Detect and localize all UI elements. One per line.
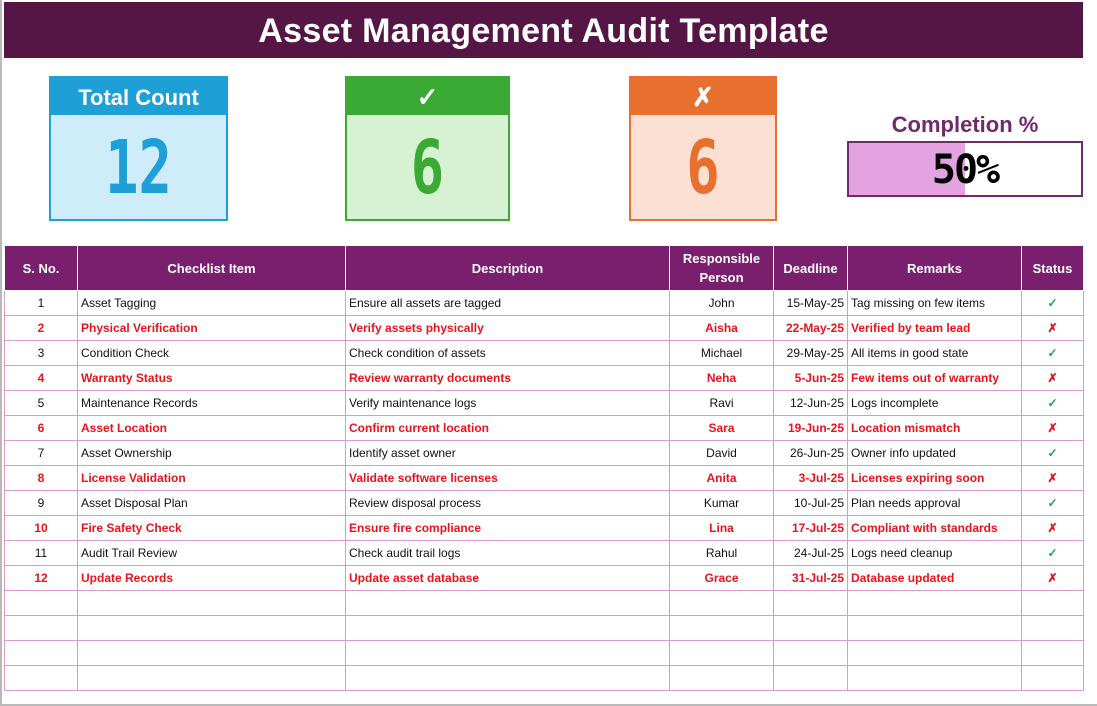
empty-table-row: [5, 666, 1084, 691]
table-row: [5, 566, 1084, 591]
status-cross-icon[interactable]: ✗: [1022, 316, 1084, 341]
cell-checklist-item[interactable]: Asset Disposal Plan: [78, 491, 346, 516]
completion-progress-bar: [847, 141, 1083, 197]
table-row: [5, 341, 1084, 366]
cell-responsible-person[interactable]: Sara: [670, 416, 774, 441]
table-body: [5, 291, 1084, 691]
cell-remarks[interactable]: Verified by team lead: [848, 316, 1022, 341]
empty-cell[interactable]: [670, 591, 774, 616]
cell-checklist-item[interactable]: Condition Check: [78, 341, 346, 366]
header-sno[interactable]: S. No.: [5, 246, 78, 291]
cell-responsible-person[interactable]: Ravi: [670, 391, 774, 416]
empty-cell[interactable]: [670, 666, 774, 691]
cell-sno[interactable]: 1: [5, 291, 78, 316]
cell-checklist-item[interactable]: License Validation: [78, 466, 346, 491]
empty-cell[interactable]: [78, 591, 346, 616]
cell-deadline[interactable]: 29-May-25: [774, 341, 848, 366]
cell-description[interactable]: Confirm current location: [346, 416, 670, 441]
table-row: [5, 491, 1084, 516]
cell-deadline[interactable]: 10-Jul-25: [774, 491, 848, 516]
empty-cell[interactable]: [774, 616, 848, 641]
header-responsible-person[interactable]: Responsible Person: [670, 246, 774, 291]
cell-checklist-item[interactable]: Update Records: [78, 566, 346, 591]
cell-remarks[interactable]: Tag missing on few items: [848, 291, 1022, 316]
page-title: Asset Management Audit Template: [4, 2, 1083, 58]
table-row: [5, 391, 1084, 416]
status-check-icon[interactable]: ✓: [1022, 491, 1084, 516]
completion-label: Completion %: [891, 112, 1039, 137]
cell-sno[interactable]: 5: [5, 391, 78, 416]
header-description[interactable]: Description: [346, 246, 670, 291]
empty-cell[interactable]: [848, 616, 1022, 641]
empty-cell[interactable]: [346, 641, 670, 666]
total-count-value: 12: [105, 125, 172, 211]
cell-remarks[interactable]: Licenses expiring soon: [848, 466, 1022, 491]
empty-cell[interactable]: [78, 666, 346, 691]
status-cross-icon[interactable]: ✗: [1022, 366, 1084, 391]
cell-deadline[interactable]: 5-Jun-25: [774, 366, 848, 391]
cell-deadline[interactable]: 3-Jul-25: [774, 466, 848, 491]
empty-cell[interactable]: [346, 616, 670, 641]
check-icon: ✓: [347, 78, 508, 115]
cell-sno[interactable]: 6: [5, 416, 78, 441]
cell-sno[interactable]: 12: [5, 566, 78, 591]
table-row: [5, 516, 1084, 541]
cell-checklist-item[interactable]: Physical Verification: [78, 316, 346, 341]
completion-percent-text: 50%: [931, 147, 999, 193]
cell-responsible-person[interactable]: Neha: [670, 366, 774, 391]
status-check-icon[interactable]: ✓: [1022, 291, 1084, 316]
empty-cell[interactable]: [774, 641, 848, 666]
completed-count-card: [345, 76, 510, 221]
cell-responsible-person[interactable]: Michael: [670, 341, 774, 366]
cell-remarks[interactable]: Few items out of warranty: [848, 366, 1022, 391]
cell-deadline[interactable]: 19-Jun-25: [774, 416, 848, 441]
table-row: [5, 416, 1084, 441]
cell-responsible-person[interactable]: Grace: [670, 566, 774, 591]
status-cross-icon[interactable]: ✗: [1022, 566, 1084, 591]
cell-description[interactable]: Verify assets physically: [346, 316, 670, 341]
audit-checklist-table: [4, 245, 1084, 691]
empty-cell[interactable]: [346, 666, 670, 691]
cell-responsible-person[interactable]: Lina: [670, 516, 774, 541]
cell-deadline[interactable]: 22-May-25: [774, 316, 848, 341]
cell-checklist-item[interactable]: Maintenance Records: [78, 391, 346, 416]
cell-deadline[interactable]: 31-Jul-25: [774, 566, 848, 591]
empty-table-row: [5, 641, 1084, 666]
cell-responsible-person[interactable]: David: [670, 441, 774, 466]
table-row: [5, 466, 1084, 491]
cell-description[interactable]: Ensure fire compliance: [346, 516, 670, 541]
empty-cell[interactable]: [1022, 641, 1084, 666]
table-row: [5, 291, 1084, 316]
empty-cell[interactable]: [670, 641, 774, 666]
cell-description[interactable]: Identify asset owner: [346, 441, 670, 466]
cell-sno[interactable]: 3: [5, 341, 78, 366]
empty-cell[interactable]: [5, 616, 78, 641]
cell-sno[interactable]: 9: [5, 491, 78, 516]
total-count-label: Total Count: [51, 78, 226, 115]
cell-remarks[interactable]: Location mismatch: [848, 416, 1022, 441]
cell-remarks[interactable]: Database updated: [848, 566, 1022, 591]
cell-sno[interactable]: 2: [5, 316, 78, 341]
cell-remarks[interactable]: Logs incomplete: [848, 391, 1022, 416]
status-cross-icon[interactable]: ✗: [1022, 466, 1084, 491]
cell-description[interactable]: Ensure all assets are tagged: [346, 291, 670, 316]
empty-cell[interactable]: [670, 616, 774, 641]
empty-cell[interactable]: [1022, 666, 1084, 691]
cell-description[interactable]: Check condition of assets: [346, 341, 670, 366]
cell-deadline[interactable]: 17-Jul-25: [774, 516, 848, 541]
completed-count-value: 6: [410, 125, 445, 211]
cell-responsible-person[interactable]: Kumar: [670, 491, 774, 516]
cell-checklist-item[interactable]: Asset Ownership: [78, 441, 346, 466]
empty-table-row: [5, 616, 1084, 641]
cell-responsible-person[interactable]: John: [670, 291, 774, 316]
pending-count-card: [629, 76, 777, 221]
empty-cell[interactable]: [774, 666, 848, 691]
empty-cell[interactable]: [5, 591, 78, 616]
empty-cell[interactable]: [346, 591, 670, 616]
cell-checklist-item[interactable]: Audit Trail Review: [78, 541, 346, 566]
status-check-icon[interactable]: ✓: [1022, 391, 1084, 416]
empty-cell[interactable]: [1022, 616, 1084, 641]
empty-cell[interactable]: [5, 641, 78, 666]
header-remarks[interactable]: Remarks: [848, 246, 1022, 291]
empty-cell[interactable]: [774, 591, 848, 616]
cell-description[interactable]: Review disposal process: [346, 491, 670, 516]
table-row: [5, 441, 1084, 466]
table-row: [5, 541, 1084, 566]
status-cross-icon[interactable]: ✗: [1022, 516, 1084, 541]
cell-remarks[interactable]: Logs need cleanup: [848, 541, 1022, 566]
empty-cell[interactable]: [78, 616, 346, 641]
cell-sno[interactable]: 11: [5, 541, 78, 566]
cell-remarks[interactable]: Compliant with standards: [848, 516, 1022, 541]
cell-responsible-person[interactable]: Rahul: [670, 541, 774, 566]
table-row: [5, 366, 1084, 391]
cell-description[interactable]: Validate software licenses: [346, 466, 670, 491]
empty-table-row: [5, 591, 1084, 616]
total-count-card: [49, 76, 228, 221]
cell-remarks[interactable]: Plan needs approval: [848, 491, 1022, 516]
status-check-icon[interactable]: ✓: [1022, 441, 1084, 466]
cell-deadline[interactable]: 12-Jun-25: [774, 391, 848, 416]
cell-checklist-item[interactable]: Asset Location: [78, 416, 346, 441]
cell-checklist-item[interactable]: Fire Safety Check: [78, 516, 346, 541]
empty-cell[interactable]: [78, 641, 346, 666]
cell-remarks[interactable]: All items in good state: [848, 341, 1022, 366]
status-check-icon[interactable]: ✓: [1022, 341, 1084, 366]
table-row: [5, 316, 1084, 341]
cell-description[interactable]: Check audit trail logs: [346, 541, 670, 566]
status-check-icon[interactable]: ✓: [1022, 541, 1084, 566]
cell-sno[interactable]: 10: [5, 516, 78, 541]
empty-cell[interactable]: [5, 666, 78, 691]
cell-sno[interactable]: 7: [5, 441, 78, 466]
header-status[interactable]: Status: [1022, 246, 1084, 291]
cell-description[interactable]: Review warranty documents: [346, 366, 670, 391]
empty-cell[interactable]: [848, 666, 1022, 691]
cell-sno[interactable]: 4: [5, 366, 78, 391]
empty-cell[interactable]: [848, 591, 1022, 616]
status-cross-icon[interactable]: ✗: [1022, 416, 1084, 441]
cell-checklist-item[interactable]: Warranty Status: [78, 366, 346, 391]
cell-checklist-item[interactable]: Asset Tagging: [78, 291, 346, 316]
header-checklist-item[interactable]: Checklist Item: [78, 246, 346, 291]
cell-responsible-person[interactable]: Anita: [670, 466, 774, 491]
empty-cell[interactable]: [1022, 591, 1084, 616]
table-header-row: [5, 246, 1084, 291]
cell-sno[interactable]: 8: [5, 466, 78, 491]
header-deadline[interactable]: Deadline: [774, 246, 848, 291]
cell-responsible-person[interactable]: Aisha: [670, 316, 774, 341]
cell-deadline[interactable]: 24-Jul-25: [774, 541, 848, 566]
cell-remarks[interactable]: Owner info updated: [848, 441, 1022, 466]
cell-deadline[interactable]: 26-Jun-25: [774, 441, 848, 466]
cross-icon: ✗: [631, 78, 775, 115]
cell-description[interactable]: Verify maintenance logs: [346, 391, 670, 416]
empty-cell[interactable]: [848, 641, 1022, 666]
cell-deadline[interactable]: 15-May-25: [774, 291, 848, 316]
cell-description[interactable]: Update asset database: [346, 566, 670, 591]
pending-count-value: 6: [686, 125, 720, 211]
